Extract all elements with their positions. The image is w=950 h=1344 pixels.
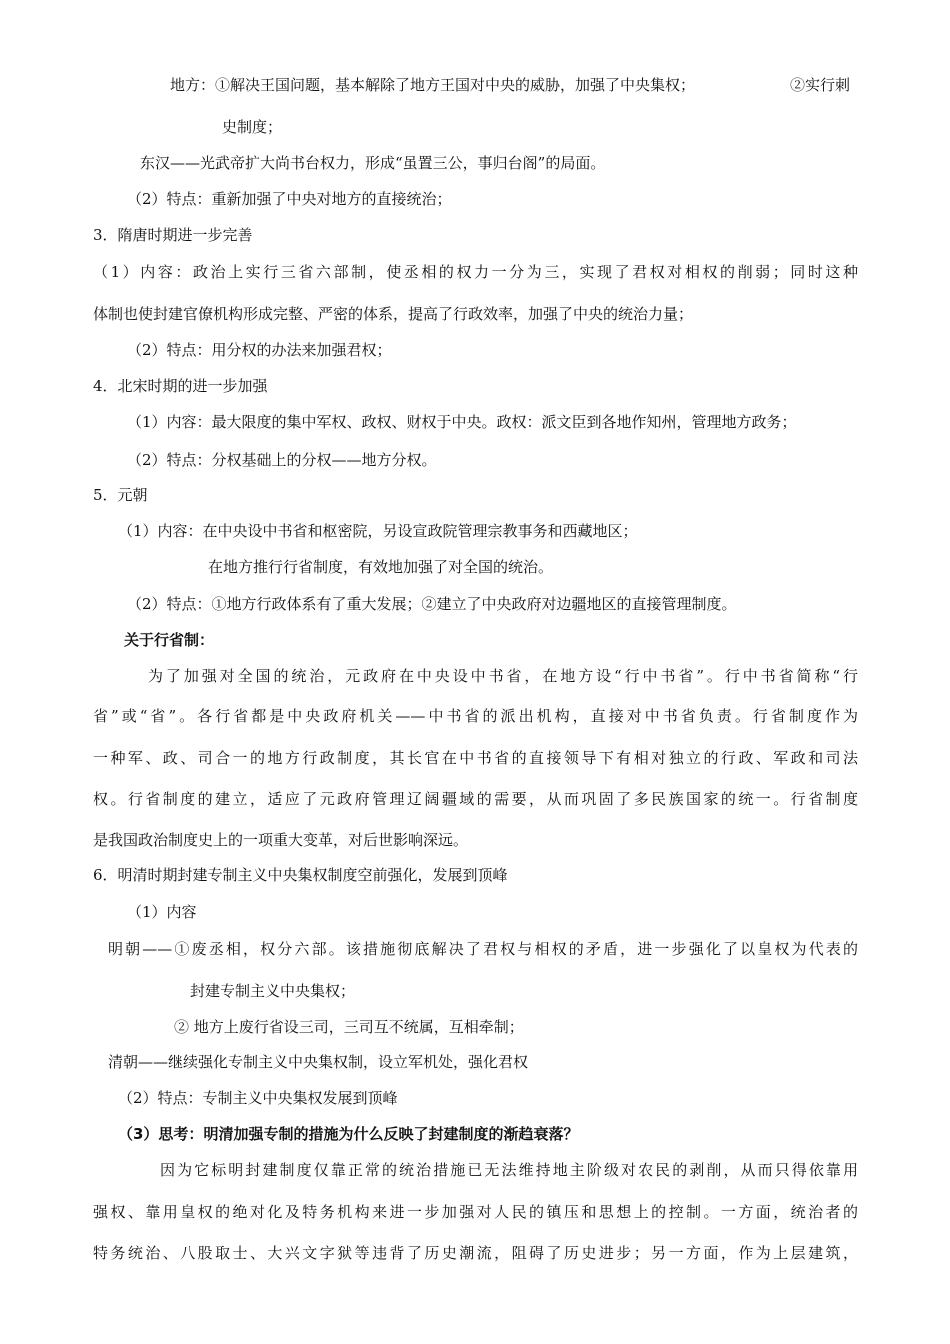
text-line: （2）特点：分权基础上的分权——地方分权。: [127, 451, 437, 469]
text-line: 清朝——继续强化专制主义中央集权制，设立军机处，强化君权: [108, 1053, 529, 1071]
text-line: （1）内容：在中央设中书省和枢密院，另设宣政院管理宗教事务和西藏地区；: [118, 522, 638, 540]
text-line: 权。行省制度的建立，适应了元政府管理辽阔疆域的需要，从而巩固了多民族国家的统一。行省制度: [93, 790, 858, 808]
text-line: （1）内容：政治上实行三省六部制，使丞相的权力一分为三，实现了君权对相权的削弱；同时这种: [93, 263, 858, 281]
text-line: 明朝——①废丞相，权分六部。该措施彻底解决了君权与相权的矛盾，进一步强化了以皇权为代表的: [108, 940, 858, 958]
section-heading: 5．元朝: [93, 486, 148, 504]
text-line: （1）内容: [127, 903, 197, 921]
text-line: 东汉——光武帝扩大尚书台权力，形成“虽置三公，事归台阁”的局面。: [140, 154, 606, 172]
text-line: ②实行刺: [790, 76, 851, 94]
section-heading: 4．北宋时期的进一步加强: [93, 377, 268, 395]
text-line: 是我国政治制度史上的一项重大变革，对后世影响深远。: [93, 831, 469, 849]
text-line: 为了加强对全国的统治，元政府在中央设中书省，在地方设“行中书省”。行中书省简称“行: [148, 667, 858, 685]
text-line: （2）特点：①地方行政体系有了重大发展；②建立了中央政府对边疆地区的直接管理制度。: [127, 595, 737, 613]
text-line: 一种军、政、司合一的地方行政制度，其长官在中书省的直接领导下有相对独立的行政、军政和司法: [93, 749, 858, 767]
text-line: 在地方推行行省制度，有效地加强了对全国的统治。: [208, 558, 554, 576]
text-line: 史制度；: [222, 118, 283, 136]
text-line: 封建专制主义中央集权；: [190, 982, 356, 1000]
text-line: 省”或“省”。各行省都是中央政府机关——中书省的派出机构，直接对中书省负责。行省制度作为: [93, 707, 858, 725]
text-line: 体制也使封建官僚机构形成完整、严密的体系，提高了行政效率，加强了中央的统治力量；: [93, 305, 694, 323]
subheading: 关于行省制：: [124, 631, 215, 649]
section-heading: 3．隋唐时期进一步完善: [93, 226, 253, 244]
text-line: 特务统治、八股取士、大兴文字狱等违背了历史潮流，阻碍了历史进步；另一方面，作为上层建筑，: [93, 1244, 858, 1262]
text-line: （2）特点：重新加强了中央对地方的直接统治；: [127, 190, 452, 208]
text-line: 强权、靠用皇权的绝对化及特务机构来进一步加强对人民的镇压和思想上的控制。一方面，统治者的: [93, 1203, 858, 1221]
text-line: （2）特点：用分权的办法来加强君权；: [127, 341, 392, 359]
text-line: 地方：①解决王国问题，基本解除了地方王国对中央的威胁，加强了中央集权；: [170, 76, 696, 94]
text-line: 因为它标明封建制度仅靠正常的统治措施已无法维持地主阶级对农民的剥削，从而只得依靠用: [160, 1161, 858, 1179]
subheading: （3）思考：明清加强专制的措施为什么反映了封建制度的渐趋衰落？: [118, 1125, 579, 1143]
text-line: （2）特点：专制主义中央集权发展到顶峰: [118, 1089, 398, 1107]
text-line: ② 地方上废行省设三司，三司互不统属，互相牵制；: [174, 1018, 524, 1036]
section-heading: 6．明清时期封建专制主义中央集权制度空前强化，发展到顶峰: [93, 866, 508, 884]
text-line: （1）内容：最大限度的集中军权、政权、财权于中央。政权：派文臣到各地作知州，管理地方政务；: [127, 413, 797, 431]
